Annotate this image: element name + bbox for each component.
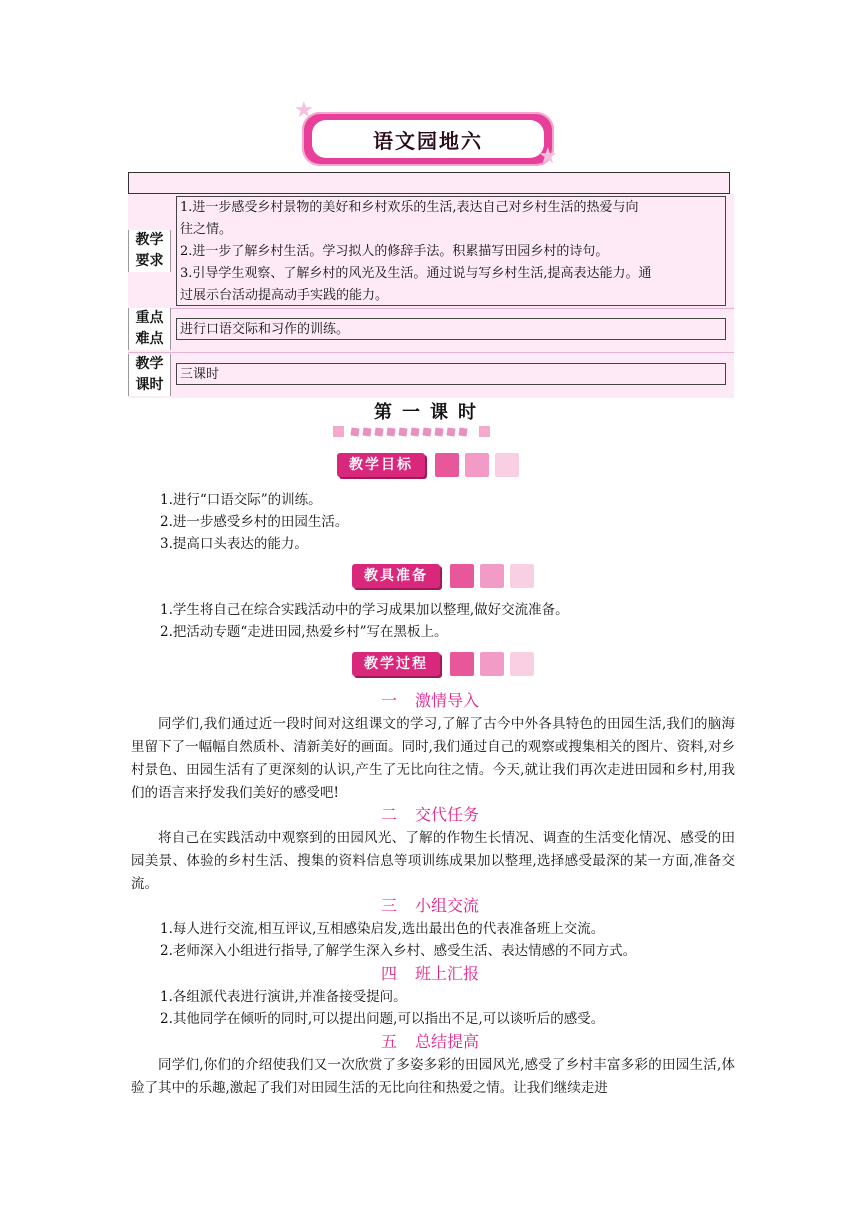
requirement-line: 往之情。 [180, 222, 233, 237]
label-line: 教学 [135, 232, 164, 248]
star-icon: ★ [538, 144, 558, 169]
row-label-requirements [128, 230, 171, 272]
list-item: 2.其他同学在倾听的同时,可以提出问题,可以指出不足,可以谈听后的感受。 [160, 1011, 605, 1027]
dot-decoration [374, 427, 383, 436]
tools-list [160, 599, 569, 643]
label-line: 重点 [135, 310, 164, 326]
list-item: 2.把活动专题“走进田园,热爱乡村”写在黑板上。 [160, 624, 448, 640]
dot-decoration [410, 427, 419, 436]
step-title: 班上汇报 [415, 964, 480, 983]
dot-decoration [479, 426, 490, 437]
hours-cell [176, 363, 726, 385]
step-number: 二 [380, 805, 397, 824]
tag-label: 教学过程 [352, 652, 440, 676]
step-heading [0, 963, 860, 985]
requirements-cell [176, 196, 726, 306]
label-line: 教学 [135, 356, 164, 372]
dot-decoration [446, 427, 455, 436]
tag-block [450, 564, 474, 588]
step-list [160, 918, 636, 962]
row-divider [128, 308, 734, 309]
requirement-line: 2.进一步了解乡村生活。学习拟人的修辞手法。积累描写田园乡村的诗句。 [180, 244, 609, 259]
tag-block [465, 453, 489, 477]
lesson-title: 第一课时 [374, 402, 486, 423]
list-item: 1.每人进行交流,相互评议,互相感染启发,选出最出色的代表准备班上交流。 [160, 921, 605, 937]
step-heading [0, 1031, 860, 1053]
page-title: 语文园地六 [312, 120, 544, 158]
dot-decoration [362, 427, 371, 436]
dot-decoration [422, 427, 431, 436]
decorative-dots [333, 426, 493, 438]
step-paragraph: 同学们,我们通过近一段时间对这组课文的学习,了解了古今中外各具特色的田园生活,我们的脑海里留下了一幅幅自然质朴、清新美好的画面。同时,我们通过自己的观察或搜集相关的图片、资料,对乡村景色、田园生活有了更深刻的认识,产生了无比向往之情。今天,就让我们再次走进田园和乡村,用我们的语言来抒发我们美好的感受吧! [131, 716, 735, 801]
step-number: 一 [380, 691, 397, 710]
step-heading [0, 804, 860, 826]
step-title: 激情导入 [415, 691, 480, 710]
step-title: 总结提高 [415, 1032, 480, 1051]
row-divider [128, 352, 734, 353]
label-line: 要求 [135, 253, 164, 269]
row-label-focus [128, 308, 171, 350]
banner-frame [302, 112, 554, 166]
label-line: 课时 [135, 377, 164, 393]
plan-table-header [128, 172, 730, 194]
dot-decoration [386, 427, 395, 436]
requirement-line: 3.引导学生观察、了解乡村的风光及生活。通过说与写乡村生活,提高表达能力。通 [180, 266, 652, 281]
tag-block [450, 652, 474, 676]
list-item: 1.进行“口语交际”的训练。 [160, 492, 322, 508]
label-line: 难点 [135, 331, 164, 347]
tag-block [435, 453, 459, 477]
step-heading [0, 895, 860, 917]
list-item: 2.老师深入小组进行指导,了解学生深入乡村、感受生活、表达情感的不同方式。 [160, 943, 637, 959]
list-item: 1.学生将自己在综合实践活动中的学习成果加以整理,做好交流准备。 [160, 602, 569, 618]
dot-decoration [333, 426, 344, 437]
tag-label: 教学目标 [337, 453, 425, 477]
step-list [160, 986, 604, 1030]
focus-text: 进行口语交际和习作的训练。 [180, 322, 350, 337]
step-number: 四 [380, 964, 397, 983]
section-tag-goals [337, 452, 519, 478]
tag-label: 教具准备 [352, 564, 440, 588]
tag-block [480, 564, 504, 588]
list-item: 3.提高口头表达的能力。 [160, 536, 308, 552]
step-title: 小组交流 [415, 896, 480, 915]
dot-decoration [458, 427, 467, 436]
list-item: 1.各组派代表进行演讲,并准备接受提问。 [160, 989, 407, 1005]
requirement-line: 1.进一步感受乡村景物的美好和乡村欢乐的生活,表达自己对乡村生活的热爱与向 [180, 200, 639, 215]
dot-decoration [350, 427, 359, 436]
step-paragraph: 将自己在实践活动中观察到的田园风光、了解的作物生长情况、调查的生活变化情况、感受的田园美景、体验的乡村生活、搜集的资料信息等项训练成果加以整理,选择感受最深的某一方面,准备交流。 [131, 830, 735, 892]
goals-list [160, 489, 348, 555]
dot-decoration [398, 427, 407, 436]
step-number: 五 [380, 1032, 397, 1051]
tag-block [510, 564, 534, 588]
tag-block [510, 652, 534, 676]
step-number: 三 [380, 896, 397, 915]
star-icon: ★ [294, 98, 314, 123]
dot-decoration [434, 427, 443, 436]
requirement-line: 过展示台活动提高动手实践的能力。 [180, 288, 389, 303]
plan-table [128, 194, 734, 398]
step-title: 交代任务 [415, 805, 480, 824]
list-item: 2.进一步感受乡村的田园生活。 [160, 514, 349, 530]
section-tag-tools [352, 563, 534, 589]
hours-text: 三课时 [180, 367, 220, 382]
step-heading [0, 690, 860, 712]
tag-block [480, 652, 504, 676]
step-paragraph: 同学们,你们的介绍使我们又一次欣赏了多姿多彩的田园风光,感受了乡村丰富多彩的田园生活,体验了其中的乐趣,激起了我们对田园生活的无比向往和热爱之情。让我们继续走进 [131, 1057, 735, 1096]
section-tag-process [352, 651, 534, 677]
row-label-hours [128, 354, 171, 396]
focus-cell [176, 318, 726, 340]
tag-block [495, 453, 519, 477]
title-banner [294, 98, 558, 170]
